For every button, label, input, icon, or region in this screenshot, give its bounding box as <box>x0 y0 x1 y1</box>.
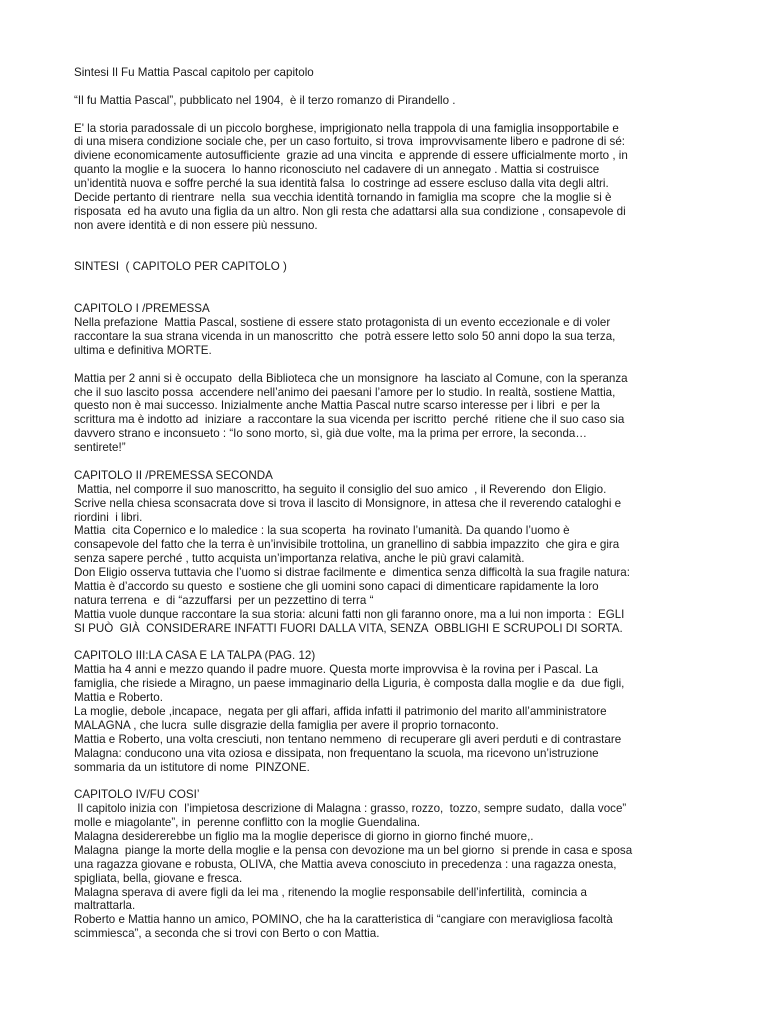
chapter-line: consapevole del fatto che la terra è un’invisibile trottolina, un granellino di sabbia impazzito che gira e gira <box>74 538 620 552</box>
chapter-line: riordini i libri. <box>74 510 143 524</box>
chapter-line: raccontare la sua strana vicenda in un manoscritto che potrà essere letto solo 50 anni dopo la sua terza, <box>74 329 616 343</box>
chapter-line: Malagna desidererebbe un figlio ma la moglie deperisce di giorno in giorno finché muore,. <box>74 830 534 844</box>
chapter-line: Mattia e Roberto. <box>74 691 163 705</box>
chapter-line: Roberto e Mattia hanno un amico, POMINO, che ha la caratteristica di “cangiare con meravigliosa facoltà <box>74 913 613 927</box>
intro-line: “Il fu Mattia Pascal”, pubblicato nel 1904, è il terzo romanzo di Pirandello . <box>74 93 456 107</box>
chapter-line: natura terrena e di “azzuffarsi per un pezzettino di terra “ <box>74 593 374 607</box>
chapter-line: Mattia e Roberto, una volta cresciuti, non tentano nemmeno di recuperare gli averi perduti e di contrastare <box>74 732 622 746</box>
chapter-line: Don Eligio osserva tuttavia che l’uomo si distrae facilmente e dimentica senza difficoltà la sua fragile natura: <box>74 566 630 580</box>
chapter-2 <box>74 469 724 636</box>
summary-line: E' la storia paradossale di un piccolo borghese, imprigionato nella trappola di una famiglia insopportabile e <box>74 121 619 135</box>
chapter-line: ultima e definitiva MORTE. <box>74 343 212 357</box>
chapter-line: scimmiesca”, a seconda che si trovi con Berto o con Mattia. <box>74 927 380 941</box>
chapter-4 <box>74 788 724 941</box>
chapter-line: molle e miagolante”, in perenne conflitto con la moglie Guendalina. <box>74 816 421 830</box>
summary-line: non avere identità e di non essere più nessuno. <box>74 218 318 232</box>
chapter-line: Nella prefazione Mattia Pascal, sostiene di essere stato protagonista di un evento eccezionale e di voler <box>74 316 611 330</box>
summary-line: di una misera condizione sociale che, per un caso fortuito, si trova improvvisamente libero e padrone di sé: <box>74 135 625 149</box>
chapter-line: famiglia, che risiede a Miragno, un paese immaginario della Liguria, è composta dalla moglie e da due figli, <box>74 677 625 691</box>
chapter-line: scrittura ma è indotto ad iniziare a raccontare la sua vicenda per iscritto perché ritiene che il suo caso sia <box>74 413 625 427</box>
summary-line: risposata ed ha avuto una figlia da un altro. Non gli resta che adattarsi alla sua condizione , consapevole di <box>74 204 626 218</box>
chapter-line: Mattia vuole dunque raccontare la sua storia: alcuni fatti non gli faranno onore, ma a lui non importa : EGLI <box>74 607 625 621</box>
chapter-line: che il suo lascito possa accendere nell’animo dei paesani l’amore per lo studio. In realtà, sostiene Mattia, <box>74 385 616 399</box>
chapter-line: senza sapere perché , tutto acquista un’importanza relativa, anche le più gravi calamità. <box>74 552 525 566</box>
chapter-line: SI PUÒ GIÀ CONSIDERARE INFATTI FUORI DALLA VITA, SENZA OBBLIGHI E SCRUPOLI DI SORTA. <box>74 621 623 635</box>
chapter-line: maltrattarla. <box>74 899 136 913</box>
chapter-title: CAPITOLO III:LA CASA E LA TALPA (PAG. 12) <box>74 649 316 663</box>
document-title: Sintesi Il Fu Mattia Pascal capitolo per capitolo <box>74 66 314 79</box>
chapter-line: sommaria da un istitutore di nome PINZONE. <box>74 760 310 774</box>
chapter-line: Mattia ha 4 anni e mezzo quando il padre muore. Questa morte improvvisa è la rovina per i Pascal. La <box>74 663 598 677</box>
chapter-line: sentirete!” <box>74 441 126 455</box>
chapter-line: Malagna sperava di avere figli da lei ma , ritenendo la moglie responsabile dell’infertilità, comincia a <box>74 885 587 899</box>
summary-line: quanto la moglie e la suocera lo hanno riconosciuto nel cadavere di un annegato . Mattia si costruisce <box>74 163 600 177</box>
chapter-line: Mattia per 2 anni si è occupato della Biblioteca che un monsignore ha lasciato al Comune, con la speranza <box>74 371 628 385</box>
chapter-line: MALAGNA , che lucra sulle disgrazie della famiglia per avere il proprio tornaconto. <box>74 718 499 732</box>
chapter-line: Mattia, nel comporre il suo manoscritto, ha seguito il consiglio del suo amico , il Reverendo don Eligio. <box>74 482 607 496</box>
chapter-line: davvero strano e inconsueto : “Io sono morto, sì, già due volte, ma la prima per errore, la seconda… <box>74 427 587 441</box>
chapter-title: CAPITOLO II /PREMESSA SECONDA <box>74 468 273 482</box>
summary-paragraph <box>74 122 724 233</box>
summary-line: diviene economicamente autosufficiente grazie ad una vincita e apprende di essere ufficialmente morto , in <box>74 149 628 163</box>
chapter-line: Scrive nella chiesa sconsacrata dove si trova il lascito di Monsignore, in attesa che il reverendo cataloghi e <box>74 496 622 510</box>
chapter-line: Malagna: conducono una vita oziosa e dissipata, non frequentano la scuola, ma ricevono un’istruzione <box>74 746 599 760</box>
chapter-line: Mattia è d’accordo su questo e sostiene che gli uomini sono capaci di dimenticare rapidamente la loro <box>74 579 599 593</box>
chapter-line: Mattia cita Copernico e lo maledice : la sua scoperta ha rovinato l’umanità. Da quando l’uomo è <box>74 524 570 538</box>
summary-line: Decide pertanto di rientrare nella sua vecchia identità tornando in famiglia ma scopre che la moglie si è <box>74 191 612 205</box>
chapter-line: questo non è mai successo. Inizialmente anche Mattia Pascal nutre scarso interesse per i libri e per la <box>74 399 600 413</box>
chapter-3 <box>74 649 724 774</box>
chapter-line: La moglie, debole ,incapace, negata per gli affari, affida infatti il patrimonio del marito all’amministratore <box>74 705 607 718</box>
chapter-1 <box>74 302 724 455</box>
summary-line: un’identità nuova e soffre perché la sua identità falsa lo costringe ad essere escluso dalla vita degli altri. <box>74 177 609 191</box>
chapter-line: Il capitolo inizia con l’impietosa descrizione di Malagna : grasso, rozzo, tozzo, sempre sudato, dalla voce” <box>74 802 627 816</box>
section-title: SINTESI ( CAPITOLO PER CAPITOLO ) <box>74 260 287 274</box>
chapter-title: CAPITOLO IV/FU COSI’ <box>74 788 200 802</box>
document-page <box>74 66 724 941</box>
chapter-title: CAPITOLO I /PREMESSA <box>74 302 210 316</box>
chapter-line: Malagna piange la morte della moglie e la pensa con devozione ma un bel giorno si prende in casa e sposa <box>74 843 633 857</box>
chapter-line: una ragazza giovane e robusta, OLIVA, che Mattia aveva conosciuto in precedenza : una ragazza onesta, <box>74 857 617 871</box>
chapter-line: spigliata, bella, giovane e fresca. <box>74 871 243 885</box>
